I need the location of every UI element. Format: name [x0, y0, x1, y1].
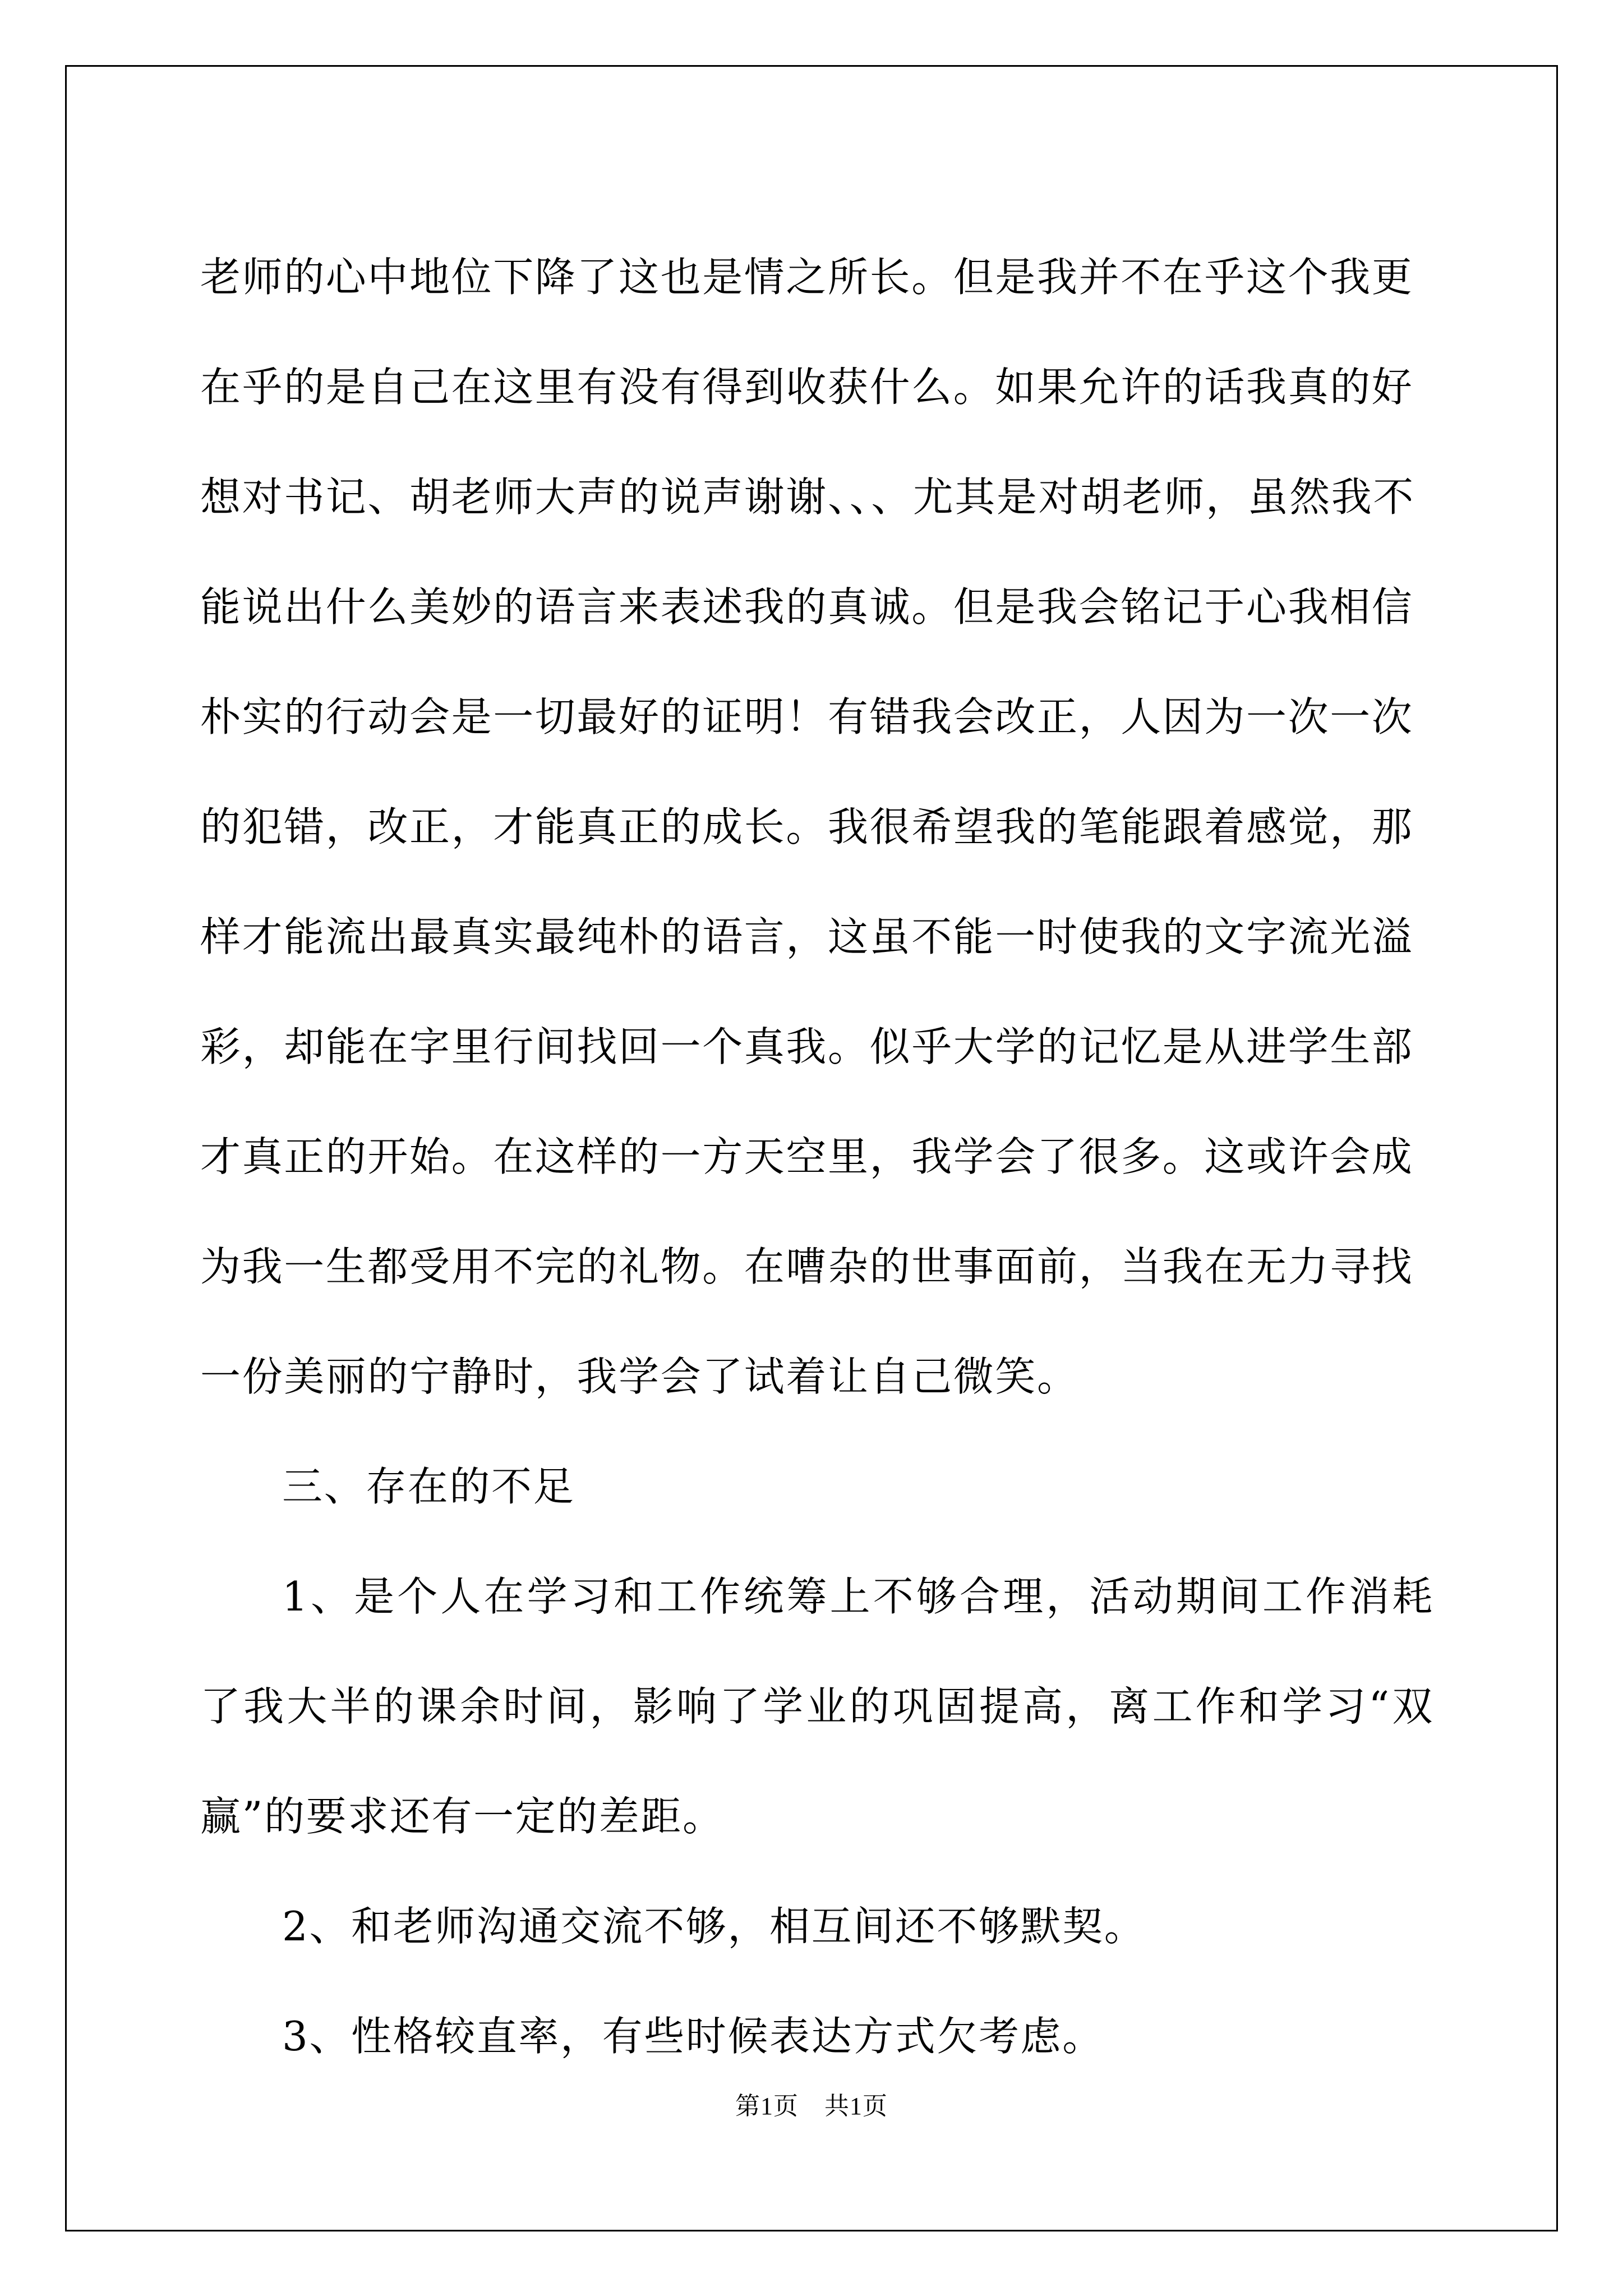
body-paragraph: 3、性格较直率，有些时候表达方式欠考虑。	[282, 2013, 1104, 2060]
page-footer	[0, 2090, 1623, 2123]
document-body	[200, 222, 1434, 2091]
body-paragraph: 1、是个人在学习和工作统筹上不够合理，活动期间工作消耗了我大半的课余时间，影响了学业的巩固提高，离工作和学习“双赢”的要求还有一定的差距。	[200, 1573, 1434, 1840]
page-number: 第1页	[735, 2092, 799, 2120]
page-total: 共1页	[824, 2092, 888, 2120]
section-heading: 三、存在的不足	[282, 1463, 575, 1510]
body-paragraph: 老师的心中地位下降了这也是情之所长。但是我并不在乎这个我更在乎的是自己在这里有没有得到收获什么。如果允许的话我真的好想对书记、胡老师大声的说声谢谢、、、尤其是对胡老师，虽然我不能说出什么美妙的语言来表述我的真诚。但是我会铭记于心我相信朴实的行动会是一切最好的证明！有错我会改正，人因为一次一次的犯错，改正，才能真正的成长。我很希望我的笔能跟着感觉，那样才能流出最真实最纯朴的语言，这虽不能一时使我的文字流光溢彩，却能在字里行间找回一个真我。似乎大学的记忆是从进学生部才真正的开始。在这样的一方天空里，我学会了很多。这或许会成为我一生都受用不完的礼物。在嘈杂的世事面前，当我在无力寻找一份美丽的宁静时，我学会了试着让自己微笑。	[200, 254, 1415, 1400]
body-paragraph: 2、和老师沟通交流不够，相互间还不够默契。	[282, 1903, 1146, 1950]
